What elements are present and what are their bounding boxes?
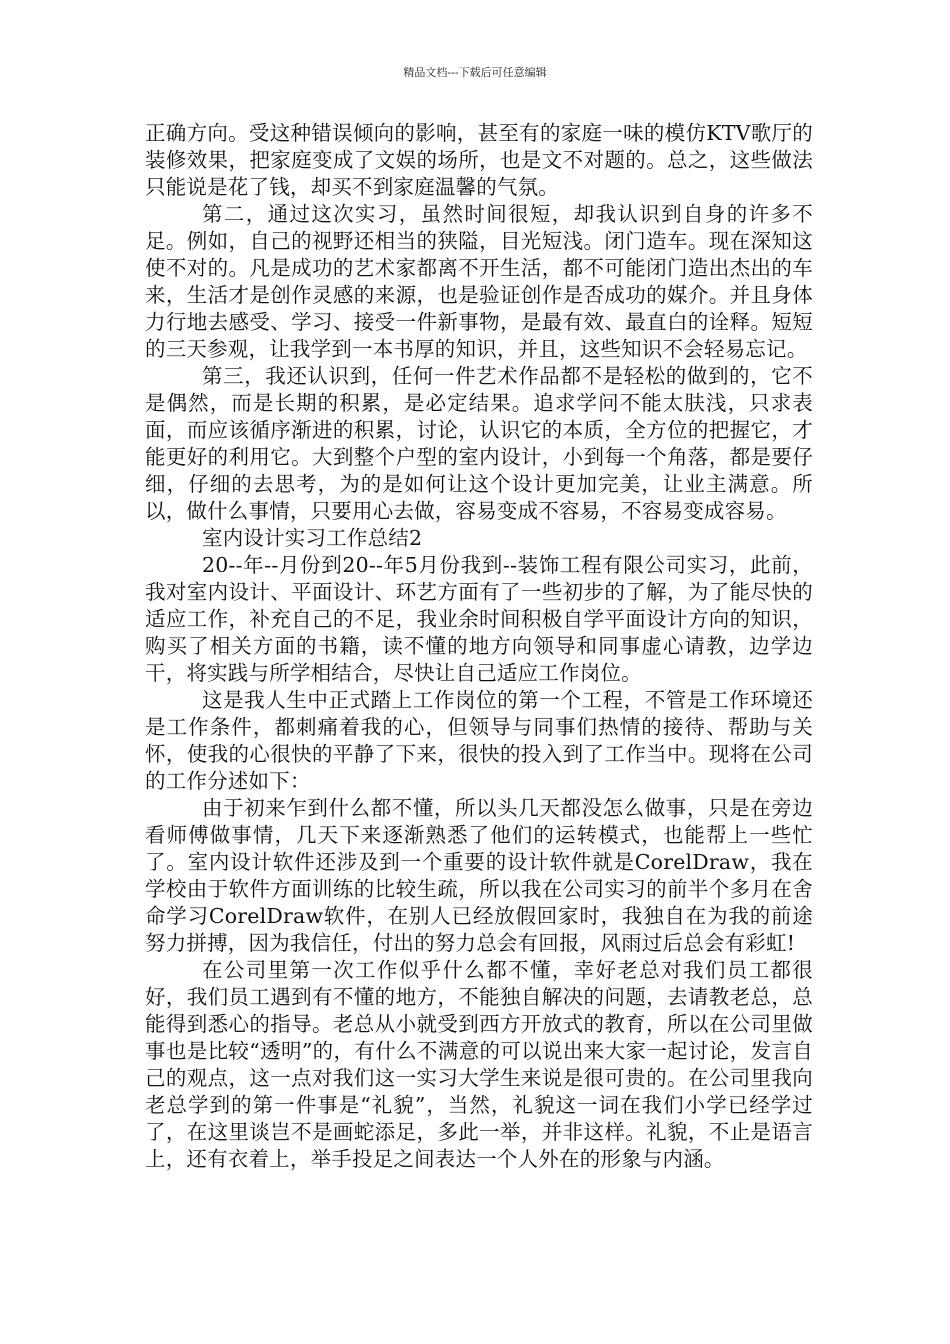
page-header: 精品文档---下载后可任意编辑 [403, 66, 547, 79]
paragraph-2: 第二，通过这次实习，虽然时间很短，却我认识到自身的许多不足。例如，自己的视野还相当的狭隘，目光短浅。闭门造车。现在深知这使不对的。凡是成功的艺术家都离不开生活，都不可能闭门造出杰出的车来，生活才是创作灵感的来源，也是验证创作是否成功的媒介。并且身体力行地去感受、学习、接受一件新事物，是最有效、最直白的诠释。短短的三天参观，让我学到一本书厚的知识，并且，这些知识不会轻易忘记。 [145, 202, 813, 361]
document-body [145, 120, 813, 1173]
paragraph-4: 20--年--月份到20--年5月份我到--装饰工程有限公司实习，此前，我对室内设计、平面设计、环艺方面有了一些初步的了解，为了能尽快的适应工作，补充自己的不足，我业余时间积极自学平面设计方向的知识，购买了相关方面的书籍，读不懂的地方向领导和同事虚心请教，边学边干，将实践与所学相结合，尽快让自己适应工作岗位。 [145, 553, 813, 685]
paragraph-3: 第三，我还认识到，任何一件艺术作品都不是轻松的做到的，它不是偶然，而是长期的积累，是必定结果。追求学问不能太肤浅，只求表面，而应该循序渐进的积累，讨论，认识它的本质，全方位的把握它，才能更好的利用它。大到整个户型的室内设计，小到每一个角落，都是要仔细，仔细的去思考，为的是如何让这个设计更加完美，让业主满意。所以，做什么事情，只要用心去做，容易变成不容易，不容易变成容易。 [145, 364, 813, 523]
paragraph-7: 在公司里第一次工作似乎什么都不懂，幸好老总对我们员工都很好，我们员工遇到有不懂的地方，不能独自解决的问题，去请教老总，总能得到悉心的指导。老总从小就受到西方开放式的教育，所以在公司里做事也是比较“透明”的，有什么不满意的可以说出来大家一起讨论，发言自己的观点，这一点对我们这一实习大学生来说是很可贵的。在公司里我向老总学到的第一件事是“礼貌”，当然，礼貌这一词在我们小学已经学过了，在这里谈岂不是画蛇添足，多此一举，并非这样。礼貌，不止是语言上，还有衣着上，举手投足之间表达一个人外在的形象与内涵。 [145, 958, 813, 1171]
paragraph-1: 正确方向。受这种错误倾向的影响，甚至有的家庭一味的模仿KTV歌厅的装修效果，把家庭变成了文娱的场所，也是文不对题的。总之，这些做法只能说是花了钱，却买不到家庭温馨的气氛。 [145, 121, 813, 199]
section-title: 室内设计实习工作总结2 [202, 526, 423, 550]
paragraph-6: 由于初来乍到什么都不懂，所以头几天都没怎么做事，只是在旁边看师傅做事情，几天下来逐渐熟悉了他们的运转模式，也能帮上一些忙了。室内设计软件还涉及到一个重要的设计软件就是CorelDraw，我在学校由于软件方面训练的比较生疏，所以我在公司实习的前半个多月在舍命学习CorelDraw软件，在别人已经放假回家时，我独自在为我的前途努力拼搏，因为我信任，付出的努力总会有回报，风雨过后总会有彩虹! [145, 796, 813, 955]
paragraph-5: 这是我人生中正式踏上工作岗位的第一个工程，不管是工作环境还是工作条件，都刺痛着我的心，但领导与同事们热情的接待、帮助与关怀，使我的心很快的平静了下来，很快的投入到了工作当中。现将在公司的工作分述如下： [145, 688, 813, 793]
